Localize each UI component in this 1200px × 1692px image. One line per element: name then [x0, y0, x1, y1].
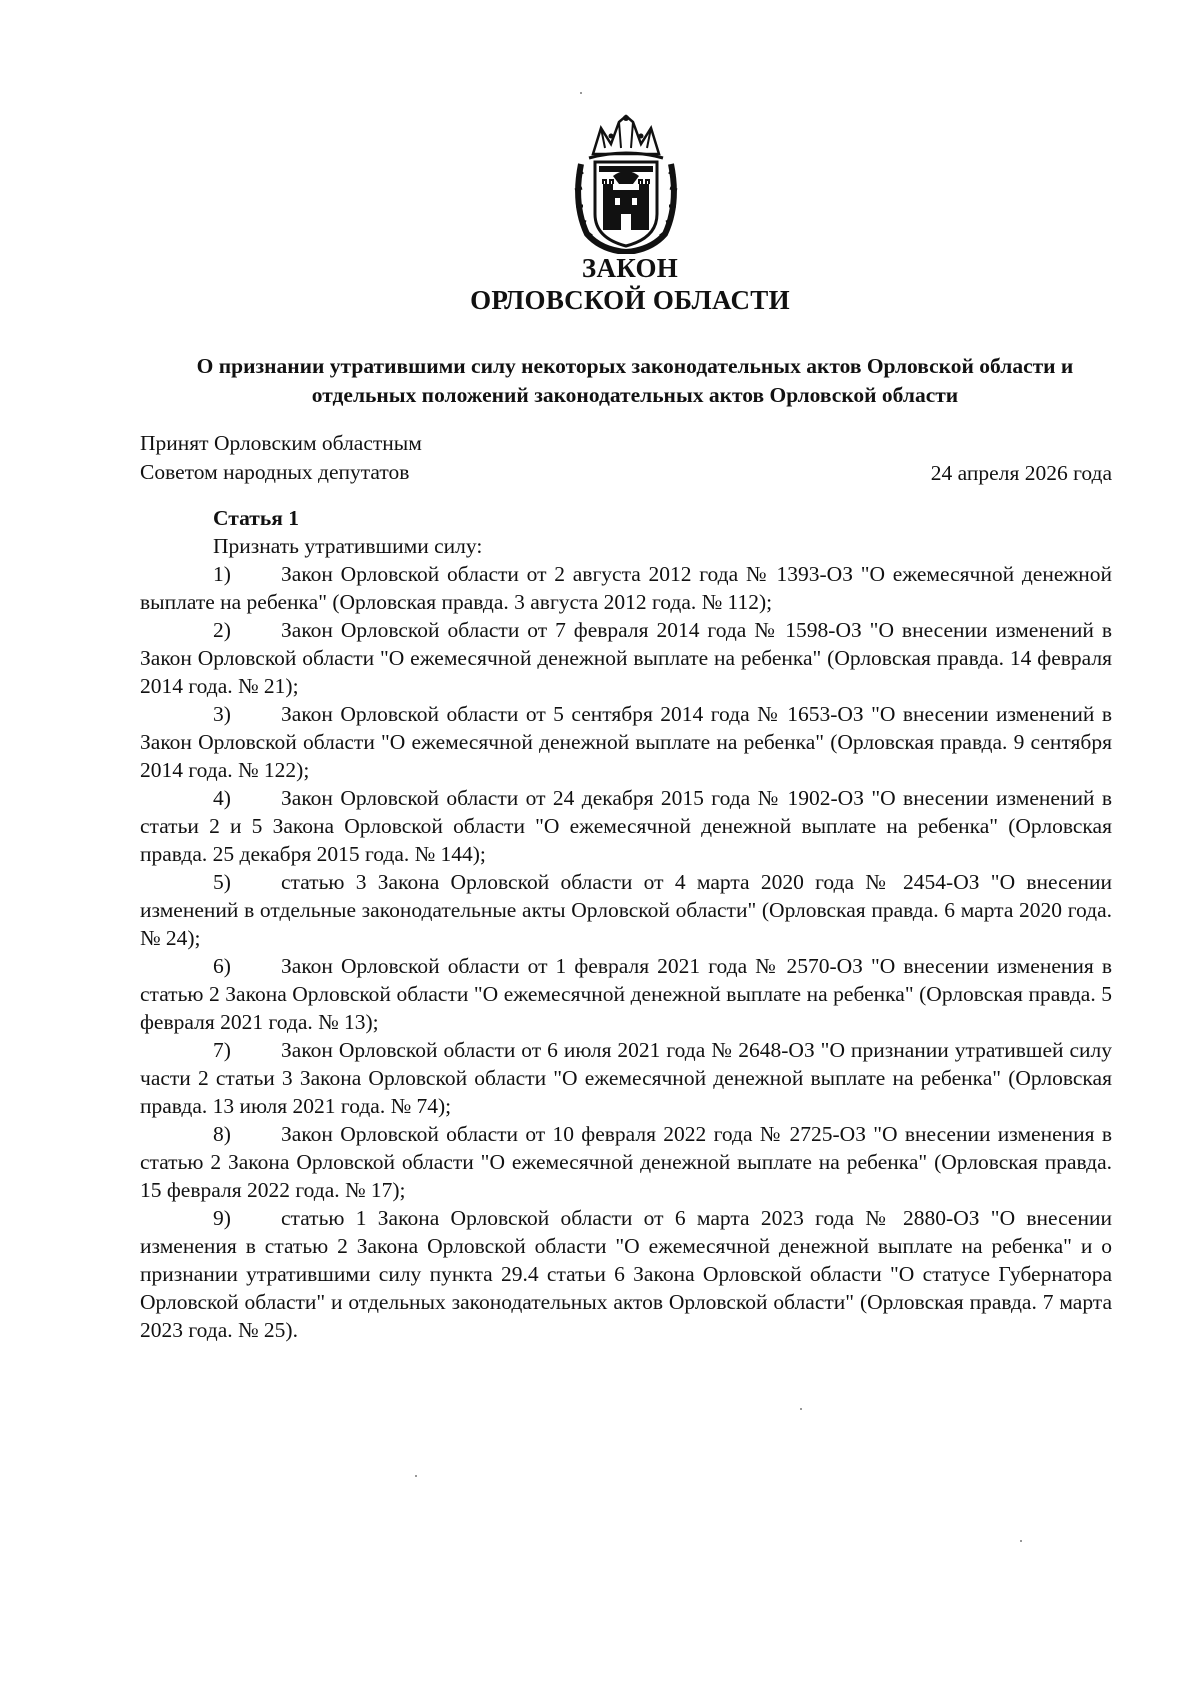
article-body	[140, 532, 1112, 1344]
list-item	[140, 1120, 1112, 1204]
law-subtitle: О признании утратившими силу некоторых законодательных актов Орловской области и отдельных положений законодательных актов Орловской области	[196, 354, 1074, 407]
list-item	[140, 868, 1112, 952]
item-number: 7)	[213, 1038, 231, 1062]
item-number: 5)	[213, 870, 231, 894]
item-number: 9)	[213, 1206, 231, 1230]
list-item	[140, 1036, 1112, 1120]
item-text: Закон Орловской области от 10 февраля 2022 года № 2725-ОЗ "О внесении изменения в статью 2 Закона Орловской области "О ежемесячной денежной выплате на ребенка" (Орловская правда. 15 февраля 2022 года. № 17);	[140, 1122, 1112, 1202]
list-item	[140, 952, 1112, 1036]
scan-speck	[415, 1475, 417, 1477]
scan-speck	[1020, 1540, 1022, 1542]
item-text: статью 3 Закона Орловской области от 4 марта 2020 года № 2454-ОЗ "О внесении изменений в отдельные законодательные акты Орловской области" (Орловская правда. 6 марта 2020 года. № 24);	[140, 870, 1112, 950]
adoption-date: 24 апреля 2026 года	[930, 461, 1112, 485]
item-text: Закон Орловской области от 6 июля 2021 года № 2648-ОЗ "О признании утратившей силу части 2 статьи 3 Закона Орловской области "О ежемесячной денежной выплате на ребенка" (Орловская правда. 13 июля 2021 года. № 74);	[140, 1038, 1112, 1118]
list-item	[140, 616, 1112, 700]
list-item	[140, 700, 1112, 784]
item-number: 3)	[213, 702, 231, 726]
scan-speck	[580, 92, 582, 94]
item-text: Закон Орловской области от 5 сентября 2014 года № 1653-ОЗ "О внесении изменений в Закон Орловской области "О ежемесячной денежной выплате на ребенка" (Орловская правда. 9 сентября 2014 года. № 122);	[140, 702, 1112, 782]
item-number: 6)	[213, 954, 231, 978]
item-text: Закон Орловской области от 24 декабря 2015 года № 1902-ОЗ "О внесении изменений в статьи 2 и 5 Закона Орловской области "О ежемесячной денежной выплате на ребенка" (Орловская правда. 25 декабря 2015 года. № 144);	[140, 786, 1112, 866]
document-type-title: ЗАКОН	[581, 253, 679, 283]
coat-of-arms-emblem	[571, 114, 681, 254]
list-item	[140, 1204, 1112, 1344]
scan-speck	[800, 1408, 802, 1410]
item-text: статью 1 Закона Орловской области от 6 марта 2023 года № 2880-ОЗ "О внесении изменения в статью 2 Закона Орловской области "О ежемесячной денежной выплате на ребенка" и о признании утратившими силу пункта 29.4 статьи 6 Закона Орловской области "О статусе Губернатора Орловской области" и отдельных законодательных актов Орловской области" (Орловская правда. 7 марта 2023 года. № 25).	[140, 1206, 1112, 1342]
item-number: 4)	[213, 786, 231, 810]
adoption-line-2: Советом народных депутатов	[140, 460, 410, 484]
item-text: Закон Орловской области от 7 февраля 2014 года № 1598-ОЗ "О внесении изменений в Закон Орловской области "О ежемесячной денежной выплате на ребенка" (Орловская правда. 14 февраля 2014 года. № 21);	[140, 618, 1112, 698]
list-item	[140, 560, 1112, 616]
item-number: 1)	[213, 562, 231, 586]
adoption-block	[140, 429, 422, 487]
region-title: ОРЛОВСКОЙ ОБЛАСТИ	[470, 285, 790, 315]
list-item	[140, 784, 1112, 868]
item-text: Закон Орловской области от 2 августа 2012 года № 1393-ОЗ "О ежемесячной денежной выплате на ребенка" (Орловская правда. 3 августа 2012 года. № 112);	[140, 562, 1112, 614]
item-text: Закон Орловской области от 1 февраля 2021 года № 2570-ОЗ "О внесении изменения в статью 2 Закона Орловской области "О ежемесячной денежной выплате на ребенка" (Орловская правда. 5 февраля 2021 года. № 13);	[140, 954, 1112, 1034]
article-heading: Статья 1	[213, 506, 299, 530]
adoption-line-1: Принят Орловским областным	[140, 431, 422, 455]
item-number: 8)	[213, 1122, 231, 1146]
item-number: 2)	[213, 618, 231, 642]
article-intro: Признать утратившими силу:	[213, 534, 483, 558]
